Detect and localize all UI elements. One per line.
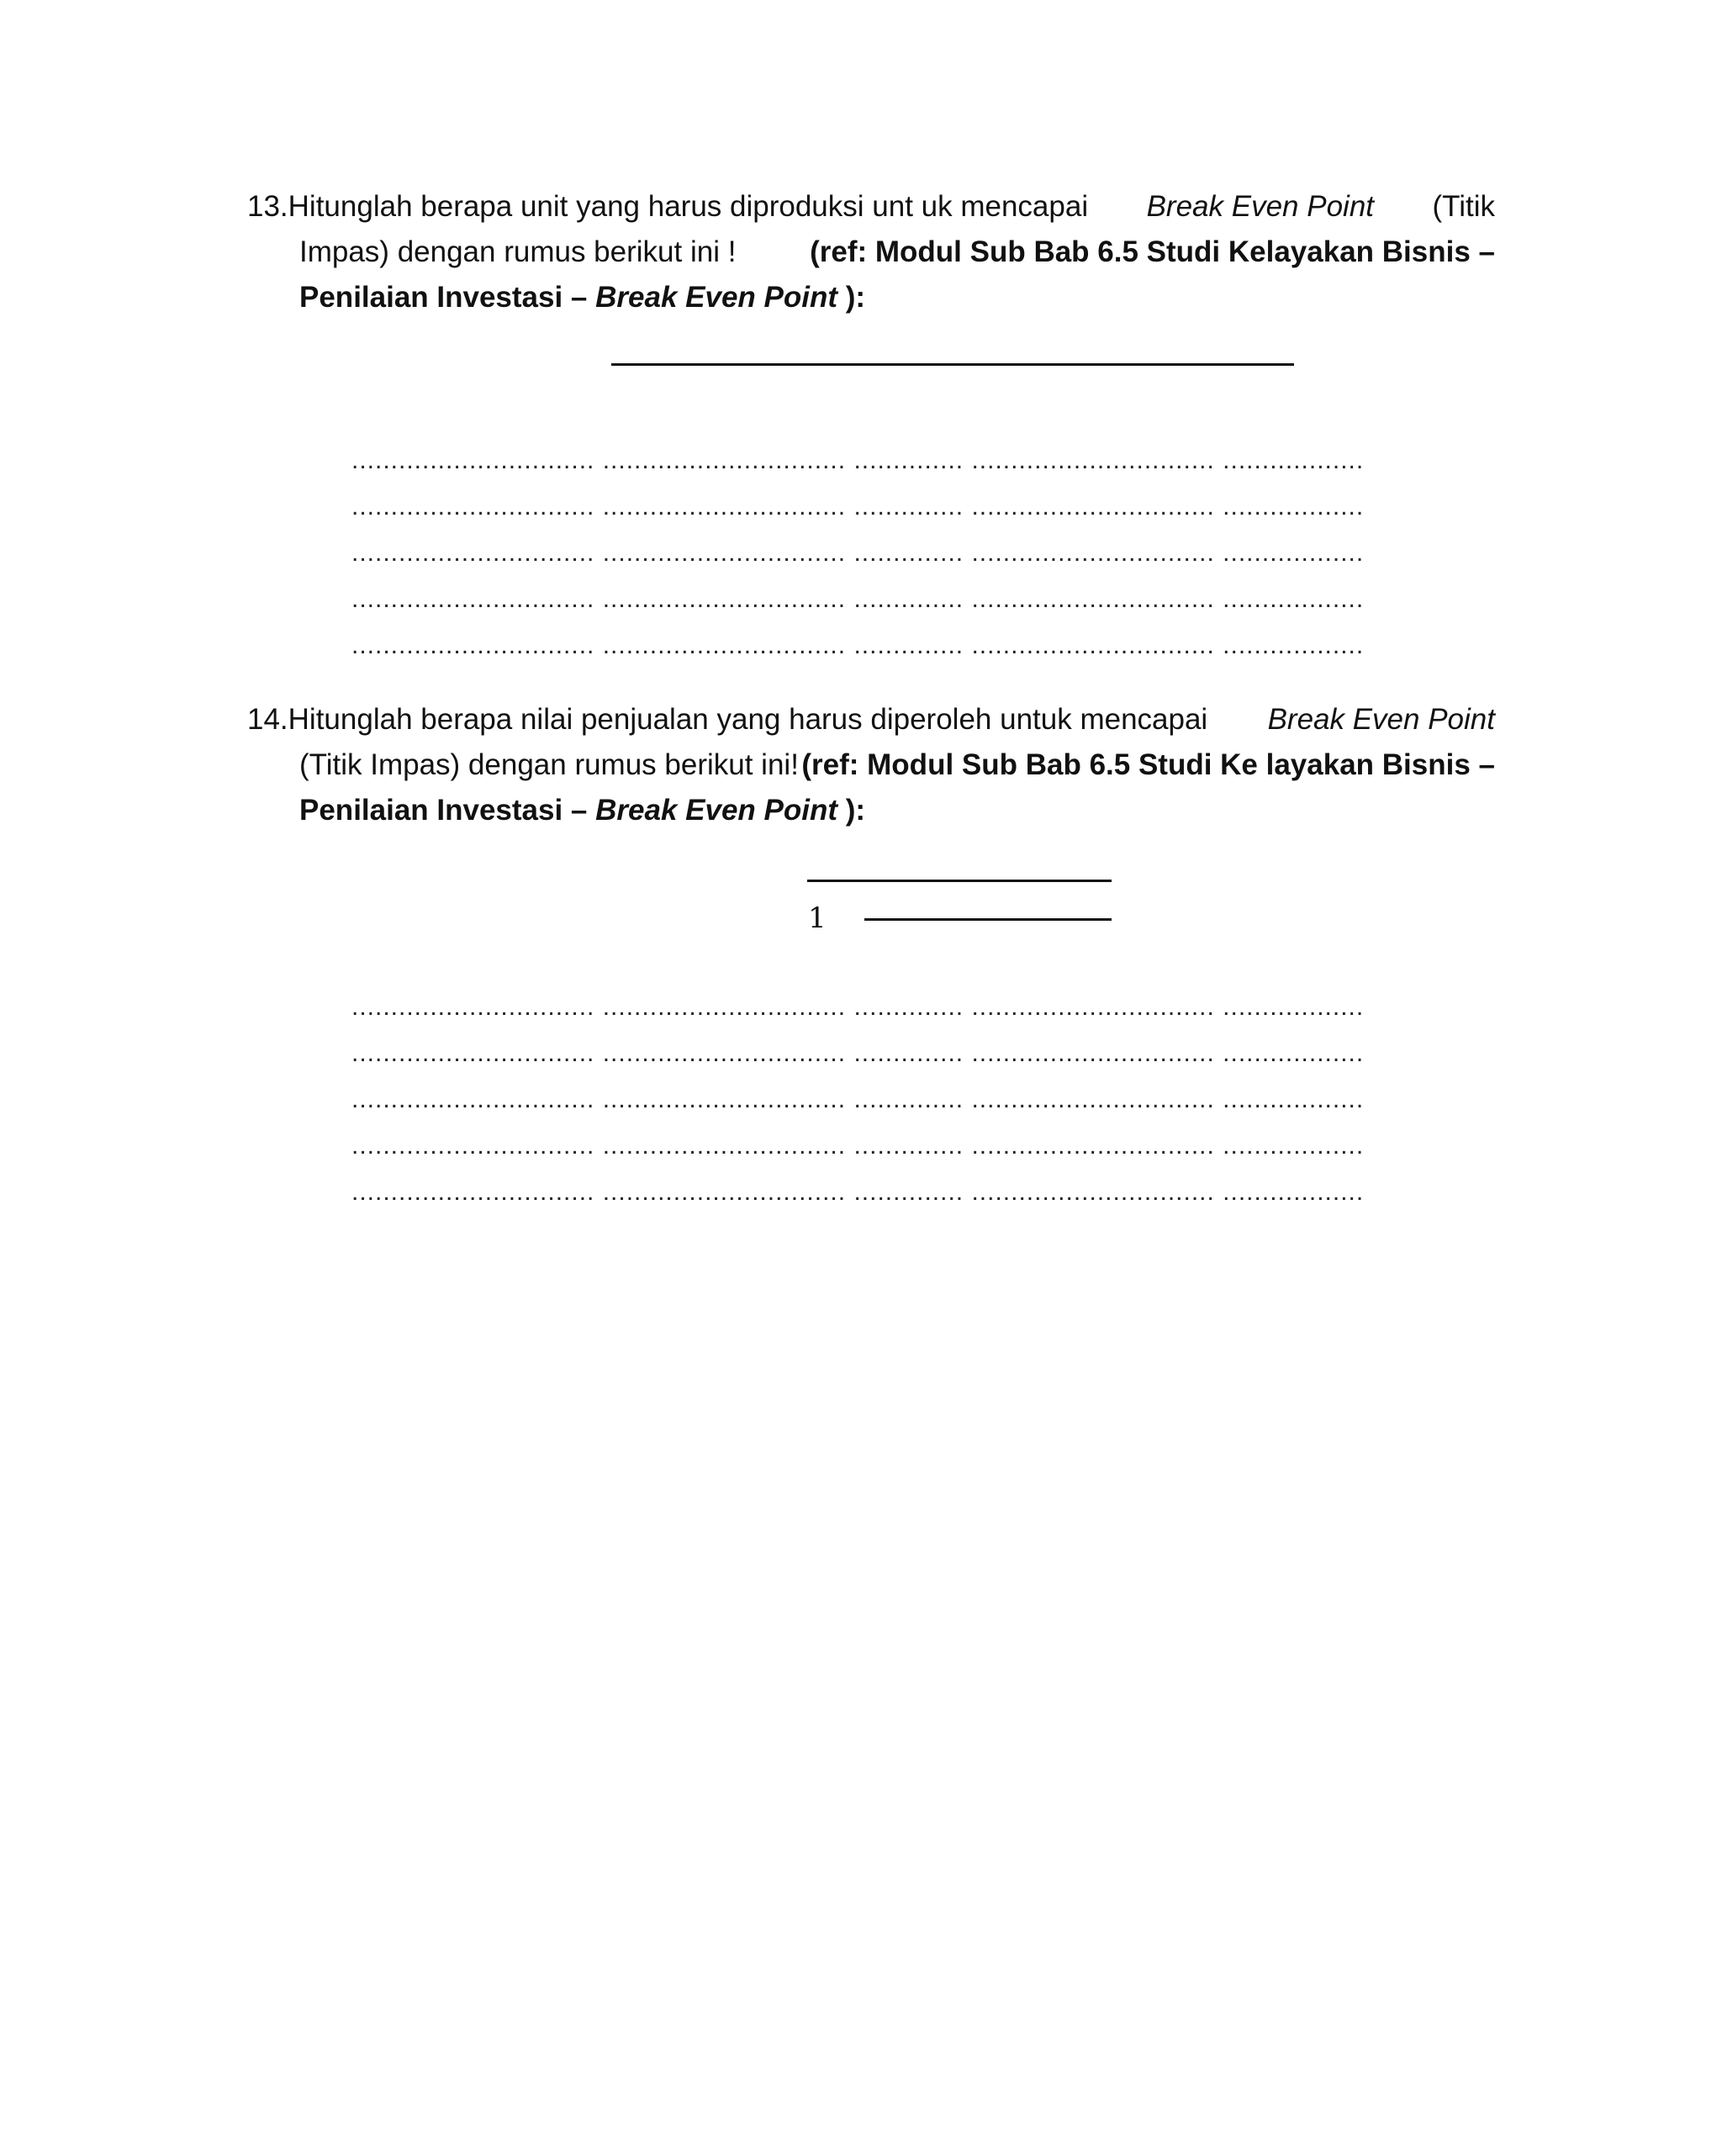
question-13-text-1: Hitunglah berapa unit yang harus diproduksi unt uk mencapai (288, 190, 1089, 223)
answer-line: ............................... ............................... .............. ............................... .................. (351, 631, 1365, 659)
question-13-ref-bep: Break Even Point (595, 281, 838, 314)
question-14-ref-cont: Penilaian Investasi – (299, 794, 588, 827)
answer-line: ............................... ............................... .............. ............................... .................. (351, 447, 1365, 474)
question-13 (247, 184, 1495, 320)
question-13-bep-italic: Break Even Point (1146, 190, 1375, 223)
question-13-text-2: Impas) dengan rumus berikut ini ! (299, 235, 737, 268)
answer-line: ............................... ............................... .............. ............................... .................. (351, 585, 1365, 613)
answer-line: ............................... ............................... .............. ............................... .................. (351, 1086, 1365, 1113)
question-14-text-1: Hitunglah berapa nilai penjualan yang harus diperoleh untuk mencapai (288, 703, 1208, 736)
answer-line: ............................... ............................... .............. ............................... .................. (351, 493, 1365, 521)
question-14-ref: (ref: Modul Sub Bab 6.5 Studi Ke layakan Bisnis – (801, 748, 1495, 781)
formula-14-denominator-one: 1 (808, 901, 827, 935)
question-14-number: 14. (247, 703, 288, 736)
question-14-line-3 (247, 788, 1495, 833)
answer-area-13 (351, 437, 1478, 668)
question-13-number: 13. (247, 190, 288, 223)
question-13-ref: (ref: Modul Sub Bab 6.5 Studi Kelayakan Bisnis – (810, 235, 1495, 268)
formula-14-denominator-bar (864, 918, 1112, 921)
question-14-ref-bep: Break Even Point (595, 794, 838, 827)
formula-14-fraction-bar (807, 880, 1112, 882)
answer-line: ............................... ............................... .............. ............................... .................. (351, 539, 1365, 567)
question-13-line-3 (247, 275, 1495, 320)
answer-line: ............................... ............................... .............. ............................... .................. (351, 1178, 1365, 1206)
question-13-line-1 (247, 184, 1495, 230)
formula-13-fraction-bar (611, 363, 1294, 366)
question-14-text-2: (Titik Impas) dengan rumus berikut ini! (299, 748, 799, 781)
question-14 (247, 697, 1495, 833)
question-13-ref-cont: Penilaian Investasi – (299, 281, 588, 314)
question-13-line-2 (247, 230, 1495, 275)
question-14-line-1 (247, 697, 1495, 742)
question-13-ref-end: ): (837, 281, 866, 314)
question-14-bep-italic: Break Even Point (1267, 703, 1495, 736)
question-14-ref-end: ): (837, 794, 866, 827)
question-14-line-2 (247, 742, 1495, 788)
question-13-text-1-end: (Titik (1432, 190, 1495, 223)
answer-line: ............................... ............................... .............. ............................... .................. (351, 993, 1365, 1021)
answer-line: ............................... ............................... .............. ............................... .................. (351, 1039, 1365, 1067)
answer-area-14 (351, 984, 1478, 1215)
answer-line: ............................... ............................... .............. ............................... .................. (351, 1132, 1365, 1160)
